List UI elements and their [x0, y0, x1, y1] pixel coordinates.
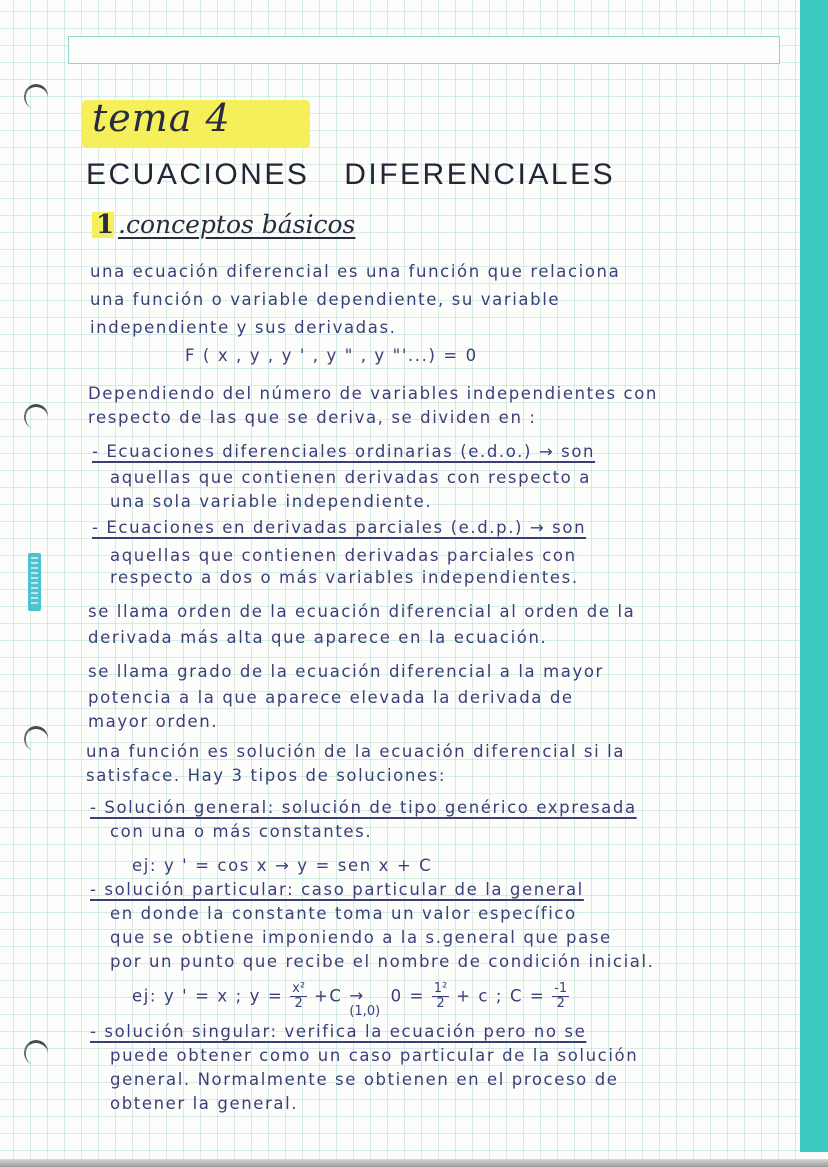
text-line: por un punto que recibe el nombre de condición inicial.	[110, 952, 655, 971]
text-line: una función es solución de la ecuación diferencial si la	[86, 742, 626, 761]
bullet-edo: - Ecuaciones diferenciales ordinarias (e.d.o.) → son	[92, 442, 596, 461]
topic-handwritten: tema 4	[92, 96, 231, 140]
text-line: aquellas que contienen derivadas parciales con	[110, 546, 577, 565]
page-title: ECUACIONES DIFERENCIALES	[86, 158, 616, 191]
section-number-box	[92, 212, 114, 238]
example-1: ej: y ' = cos x → y = sen x + C	[132, 856, 433, 875]
text-line: una sola variable independiente.	[110, 492, 433, 511]
text-line: una función o variable dependiente, su variable	[90, 290, 561, 309]
accent-strip	[800, 0, 828, 1152]
bullet-solucion-singular: - solución singular: verifica la ecuación pero no se	[90, 1022, 587, 1041]
fraction-denominator: 2	[436, 996, 445, 1012]
fraction-denominator: 2	[294, 996, 303, 1012]
text-line: obtener la general.	[110, 1094, 299, 1113]
section-title: .conceptos básicos	[118, 210, 356, 239]
text-line: Dependiendo del número de variables independientes con	[88, 384, 658, 403]
text-line: satisface. Hay 3 tipos de soluciones:	[86, 766, 447, 785]
bullet-solucion-particular: - solución particular: caso particular de la general	[90, 880, 584, 899]
text-line: potencia a la que aparece elevada la derivada de	[88, 688, 574, 707]
example-2	[132, 981, 569, 1020]
example-2-label: ej:	[132, 986, 158, 1006]
example-2-eq2-left: y =	[249, 986, 284, 1006]
text-line: general. Normalmente se obtienen en el proceso de	[110, 1070, 619, 1089]
text-line: en donde la constante toma un valor específico	[110, 904, 577, 923]
text-line: independiente y sus derivadas.	[90, 318, 397, 337]
text-line: una ecuación diferencial es una función que relaciona	[90, 262, 621, 281]
section-number: 1	[96, 210, 115, 240]
definition-orden: se llama orden de la ecuación diferencial al orden de la	[88, 602, 636, 621]
text-line: con una o más constantes.	[110, 822, 373, 841]
fraction-denominator: 2	[556, 996, 565, 1012]
definition-grado: se llama grado de la ecuación diferencial a la mayor	[88, 662, 604, 681]
example-2-eq3-right: + c ;	[456, 986, 504, 1006]
example-2-eq2-right: +C	[313, 986, 343, 1006]
example-2-eq4-left: C =	[509, 986, 546, 1006]
text-line: aquellas que contienen derivadas con respecto a	[110, 468, 591, 487]
text-line: respecto a dos o más variables independientes.	[110, 568, 579, 587]
header-box	[68, 36, 780, 64]
bullet-solucion-general: - Solución general: solución de tipo genérico expresada	[90, 798, 637, 817]
point-condition: (1,0)	[349, 1004, 381, 1020]
brand-tab	[28, 553, 41, 611]
text-line: respecto de las que se deriva, se dividen en :	[88, 408, 537, 427]
formula: F ( x , y , y ' , y " , y "'...) = 0	[185, 346, 478, 365]
page-bottom-shadow	[0, 1159, 828, 1167]
fraction-numerator: -1	[554, 981, 568, 996]
text-line: puede obtener como un caso particular de la solución	[110, 1046, 639, 1065]
fraction	[552, 982, 569, 1012]
fraction-numerator: x²	[292, 981, 306, 996]
text-line: que se obtiene imponiendo a la s.general que pase	[110, 928, 612, 947]
bullet-edp: - Ecuaciones en derivadas parciales (e.d.p.) → son	[92, 518, 587, 537]
fraction-numerator: 1²	[433, 981, 448, 996]
text-line: derivada más alta que aparece en la ecuación.	[88, 628, 548, 647]
arrow-icon: →	[349, 986, 364, 1006]
arrow-with-point	[349, 986, 381, 1020]
example-2-eq3-left: 0 =	[390, 986, 425, 1006]
text-line: mayor orden.	[88, 712, 219, 731]
fraction	[290, 982, 307, 1012]
example-2-eq1: y ' = x ;	[163, 986, 243, 1006]
fraction	[432, 982, 449, 1012]
brand-tab-stripes	[31, 557, 38, 607]
